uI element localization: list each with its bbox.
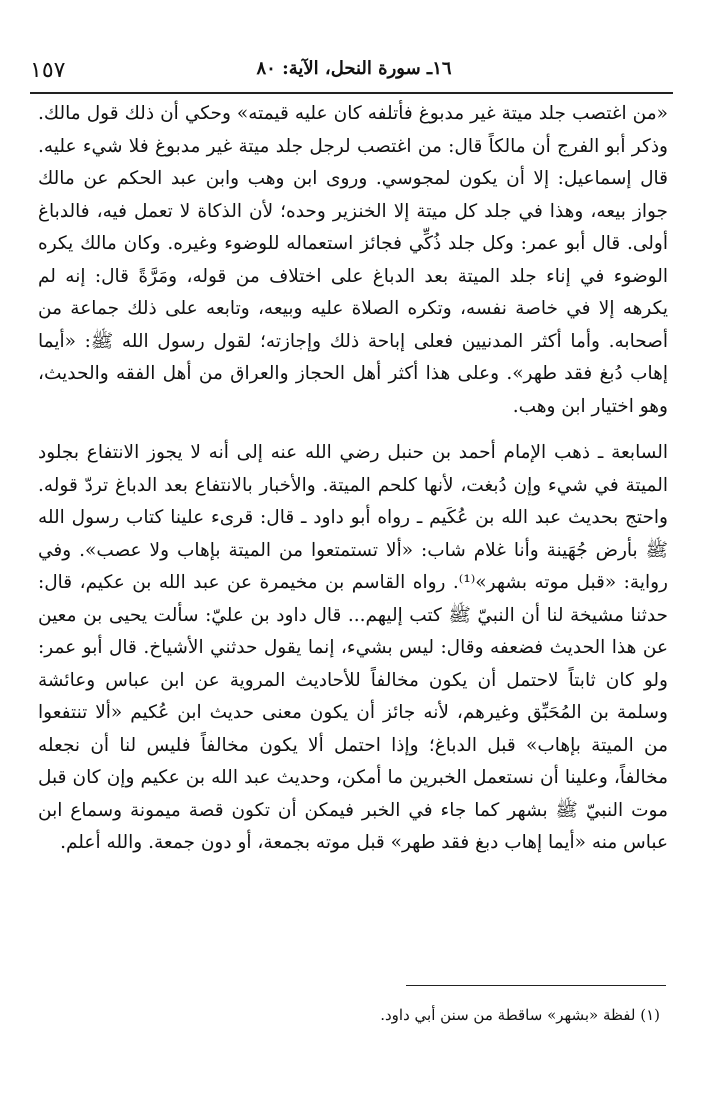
page-number: ١٥٧ — [30, 58, 66, 83]
body-text — [38, 98, 668, 860]
running-head: ١٦ـ سورة النحل، الآية: ٨٠ — [256, 58, 452, 79]
header-rule — [30, 92, 673, 94]
footnote: (١) لفظة «بشهر» ساقطة من سنن أبي داود. — [380, 1006, 660, 1024]
footnote-rule — [406, 985, 666, 986]
paragraph-gap — [38, 423, 668, 437]
paragraph: السابعة ـ ذهب الإمام أحمد بن حنبل رضي الله عنه إلى أنه لا يجوز الانتفاع بجلود الميتة في شيء وإن دُبغت، لأنها كلحم الميتة. والأخبار بالانتفاع بعد الدباغ تردّ قوله. واحتج بحديث عبد الله بن عُكَيم ـ رواه أبو داود ـ قال: قرىء علينا كتاب رسول الله ﷺ بأرض جُهَينة وأنا غلام شاب: «ألا تستمتعوا من الميتة بإهاب ولا عصب». وفي رواية: «قبل موته بشهر»⁽¹⁾. رواه القاسم بن مخيمرة عن عبد الله بن عكيم، قال: حدثنا مشيخة لنا أن النبيّ ﷺ كتب إليهم... قال داود بن عليّ: سألت يحيى بن معين عن هذا الحديث فضعفه وقال: ليس بشيء، إنما يقول حدثني الأشياخ. قال أبو عمر: ولو كان ثابتاً لاحتمل أن يكون مخالفاً للأحاديث المروية عن ابن عباس وعائشة وسلمة بن المُحَبِّق وغيرهم، لأنه جائز أن يكون معنى حديث ابن عُكيم «ألا تنتفعوا من الميتة بإهاب» قبل الدباغ؛ وإذا احتمل ألا يكون مخالفاً فليس لنا أن نجعله مخالفاً، وعلينا أن نستعمل الخبرين ما أمكن، وحديث عبد الله بن عكيم وإن كان قبل موت النبيّ ﷺ بشهر كما جاء في الخبر فيمكن أن تكون قصة ميمونة وسماع ابن عباس منه «أيما إهاب دبغ فقد طهر» قبل موته بجمعة، أو دون جمعة. والله أعلم. — [38, 442, 668, 853]
paragraph: «من اغتصب جلد ميتة غير مدبوغ فأتلفه كان عليه قيمته» وحكي أن ذلك قول مالك. وذكر أبو الفرج أن مالكاً قال: من اغتصب لرجل جلد ميتة غير مدبوغ فلا شيء عليه. قال إسماعيل: إلا أن يكون لمجوسي. وروى ابن وهب وابن عبد الحكم عن مالك جواز بيعه، وهذا في جلد كل ميتة إلا الخنزير وحده؛ لأن الذكاة لا تعمل فيه، فالدباغ أولى. قال أبو عمر: وكل جلد ذُكِّي فجائز استعماله للوضوء وغيره. وكان مالك يكره الوضوء في إناء جلد الميتة بعد الدباغ على اختلاف من قوله، ومَرَّةً قال: إنه لم يكرهه إلا في خاصة نفسه، وتكره الصلاة عليه وبيعه، وتابعه على ذلك جماعة من أصحابه. وأما أكثر المدنيين فعلى إباحة ذلك وإجازته؛ لقول رسول الله ﷺ: «أيما إهاب دُبغ فقد طهر». وعلى هذا أكثر أهل الحجاز والعراق من أهل الفقه والحديث، وهو اختيار ابن وهب. — [38, 103, 668, 417]
